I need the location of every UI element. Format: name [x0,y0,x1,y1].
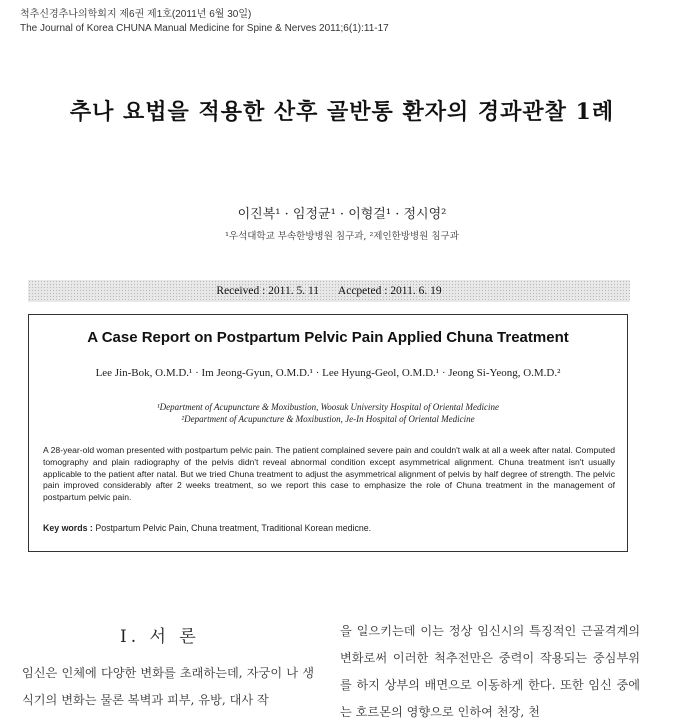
body-text-left-column: 임신은 인체에 다양한 변화를 초래하는데, 자궁이 나 생식기의 변화는 물론 복벽과 피부, 유방, 대사 작 [22,666,314,707]
affiliations-korean: ¹우석대학교 부속한방병원 침구과, ²제인한방병원 침구과 [225,231,459,242]
english-abstract-box [28,314,628,552]
received-accepted-bar [28,280,630,302]
received-date: Received : 2011. 5. 11 [216,285,320,297]
keywords-label: Key words : [43,523,93,533]
keywords-text: Postpartum Pelvic Pain, Chuna treatment, Traditional Korean medicne. [95,523,372,533]
affiliation-english-1: ¹Department of Acupuncture & Moxibustion, Woosuk University Hospital of Oriental Medicine [156,402,500,412]
journal-header-english: The Journal of Korea CHUNA Manual Medicine for Spine & Nerves 2011;6(1):11-17 [20,23,389,34]
section-heading-introduction: I. 서 론 [120,627,200,647]
authors-korean: 이진복¹ · 임정균¹ · 이형걸¹ · 정시영² [237,207,447,222]
paper-title-english: A Case Report on Postpartum Pelvic Pain Applied Chuna Treatment [87,329,569,346]
keywords [43,523,615,533]
accepted-date: Accpeted : 2011. 6. 19 [337,285,442,297]
journal-header [20,8,389,36]
affiliation-english-2: ²Department of Acupuncture & Moxibustion, Je-In Hospital of Oriental Medicine [181,414,475,424]
journal-header-korean: 척추신경추나의학회지 제6권 제1호(2011년 6월 30일) [20,9,252,20]
authors-english: Lee Jin-Bok, O.M.D.¹ · Im Jeong-Gyun, O.M.D.¹ · Lee Hyung-Geol, O.M.D.¹ · Jeong Si-Yeong, O.M.D.² [95,367,561,379]
abstract-text: A 28-year-old woman presented with postpartum pelvic pain. The patient complained severe pain and couldn't walk at all a week after natal. Computed tomography and plain radiography of the pelvis didn't reveal abnormal condition except asymmetrical alignment. Chuna treatment isn't usually applicable to the patient after natal. But we tried Chuna treatment to adjust the asymmetrical alignment of pelvis by half degree of strength. The pelvic pain improved considerably after 2 weeks treatment, so we report this case to emphasize the role of Chuna treatment in the management of postpartum pelvic pain. [43,445,615,503]
paper-title-korean: 추나 요법을 적용한 산후 골반통 환자의 경과관찰 1례 [69,99,615,125]
body-text-right-column: 을 일으키는데 이는 정상 임신시의 특징적인 근골격계의 변화로써 이러한 척추전만은 중력이 작용되는 중심부위를 하지 상부의 배면으로 이동하게 한다. 또한 임신 중에는 호르몬의 영향으로 인하여 천장, 천 [340,624,640,719]
affiliations-english [29,401,627,425]
